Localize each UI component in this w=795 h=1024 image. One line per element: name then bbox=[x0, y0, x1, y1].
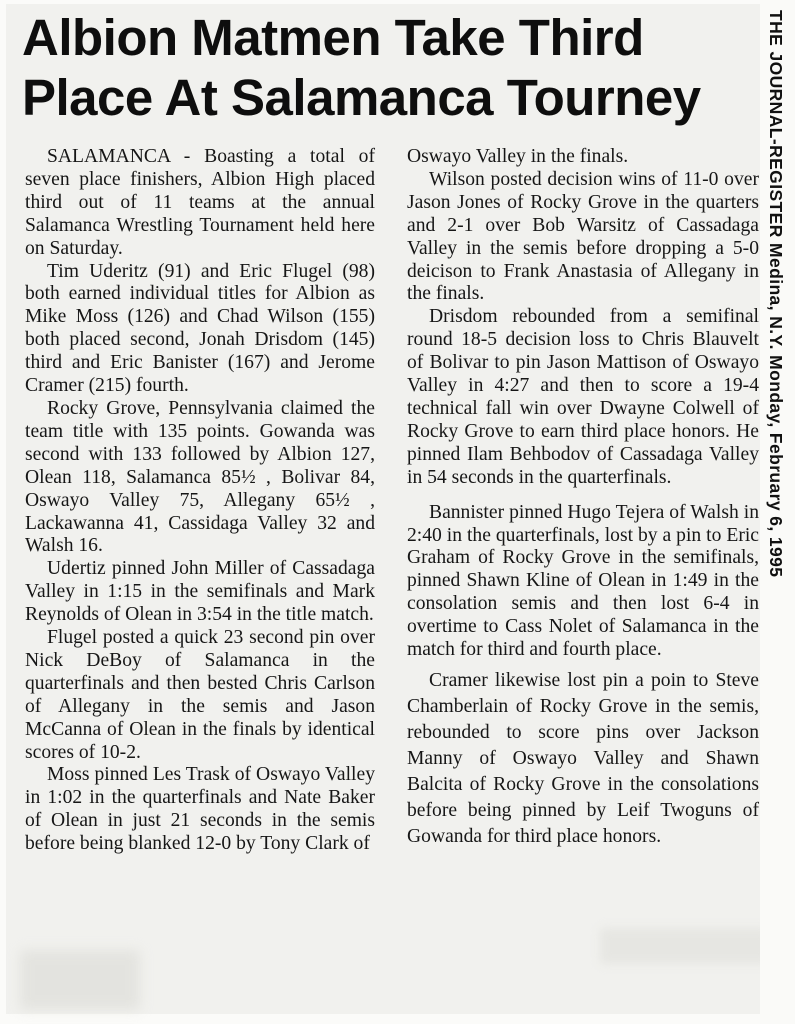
paragraph: Cramer likewise lost pin a poin to Steve Chamberlain of Rocky Grove in the semis, rebounded to score pins over Jackson Manny of Oswayo Valley and Shawn Balcita of Rocky Grove in the consolations before being pinned by Leif Twoguns of Gowanda for third place honors. bbox=[407, 669, 759, 847]
paragraph: Udertiz pinned John Miller of Cassadaga Valley in 1:15 in the semifinals and Mark Reynolds of Olean in 3:54 in the title match. bbox=[25, 558, 375, 626]
dateline: THE JOURNAL-REGISTER Medina, N.Y. Monday, February 6, 1995 bbox=[766, 10, 786, 578]
paragraph: Moss pinned Les Trask of Oswayo Valley in 1:02 in the quarterfinals and Nate Baker of Olean in just 21 seconds in the semis before being blanked 12-0 by Tony Clark of bbox=[25, 764, 375, 855]
article-column-right bbox=[407, 146, 759, 850]
print-smudge bbox=[600, 928, 770, 964]
paragraph: Wilson posted decision wins of 11-0 over Jason Jones of Rocky Grove in the quarters and 2-1 over Bob Warsitz of Cassadaga Valley in the semis before dropping a 5-0 deicison to Frank Anastasia of Allegany in the finals. bbox=[407, 168, 759, 305]
paragraph: Oswayo Valley in the finals. bbox=[407, 146, 629, 167]
paragraph: Drisdom rebounded from a semifinal round 18-5 decision loss to Chris Blauvelt of Bolivar to pin Jason Mattison of Oswayo Valley in 4:27 and then to score a 19-4 technical fall win over Dwayne Colwell of Rocky Grove to earn third place honors. He pinned Ilam Behbodov of Cassadaga Valley in 54 seconds in the quarterfinals. bbox=[407, 306, 759, 488]
article-column-left bbox=[25, 146, 375, 856]
headline-line: Place At Salamanca Tourney bbox=[22, 69, 701, 126]
headline bbox=[22, 8, 757, 128]
paragraph: Flugel posted a quick 23 second pin over Nick DeBoy of Salamanca in the quarterfinals and then bested Chris Carlson of Allegany in the semis and Jason McCanna of Olean in the finals by identical scores of 10-2. bbox=[25, 627, 375, 763]
headline-line: Albion Matmen Take Third bbox=[22, 9, 644, 66]
paragraph: Bannister pinned Hugo Tejera of Walsh in 2:40 in the quarterfinals, lost by a pin to Eric Graham of Rocky Grove in the semifinals, pinned Shawn Kline of Olean in 1:49 in the consolation semis and then lost 6-4 in overtime to Cass Nolet of Salamanca in the match for third and fourth place. bbox=[407, 501, 759, 661]
paragraph: Tim Uderitz (91) and Eric Flugel (98) both earned individual titles for Albion as Mike Moss (126) and Chad Wilson (155) both placed second, Jonah Drisdom (145) third and Eric Banister (167) and Jerome Cramer (215) fourth. bbox=[25, 260, 375, 397]
paragraph: SALAMANCA - Boasting a total of seven place finishers, Albion High placed third out of 11 teams at the annual Salamanca Wrestling Tournament held here on Saturday. bbox=[25, 146, 375, 259]
print-smudge bbox=[20, 950, 140, 1010]
paragraph: Rocky Grove, Pennsylvania claimed the team title with 135 points. Gowanda was second with 133 followed by Albion 127, Olean 118, Salamanca 85½ , Bolivar 84, Oswayo Valley 75, Allegany 65½ , Lackawanna 41, Cassidaga Valley 32 and Walsh 16. bbox=[25, 397, 375, 557]
